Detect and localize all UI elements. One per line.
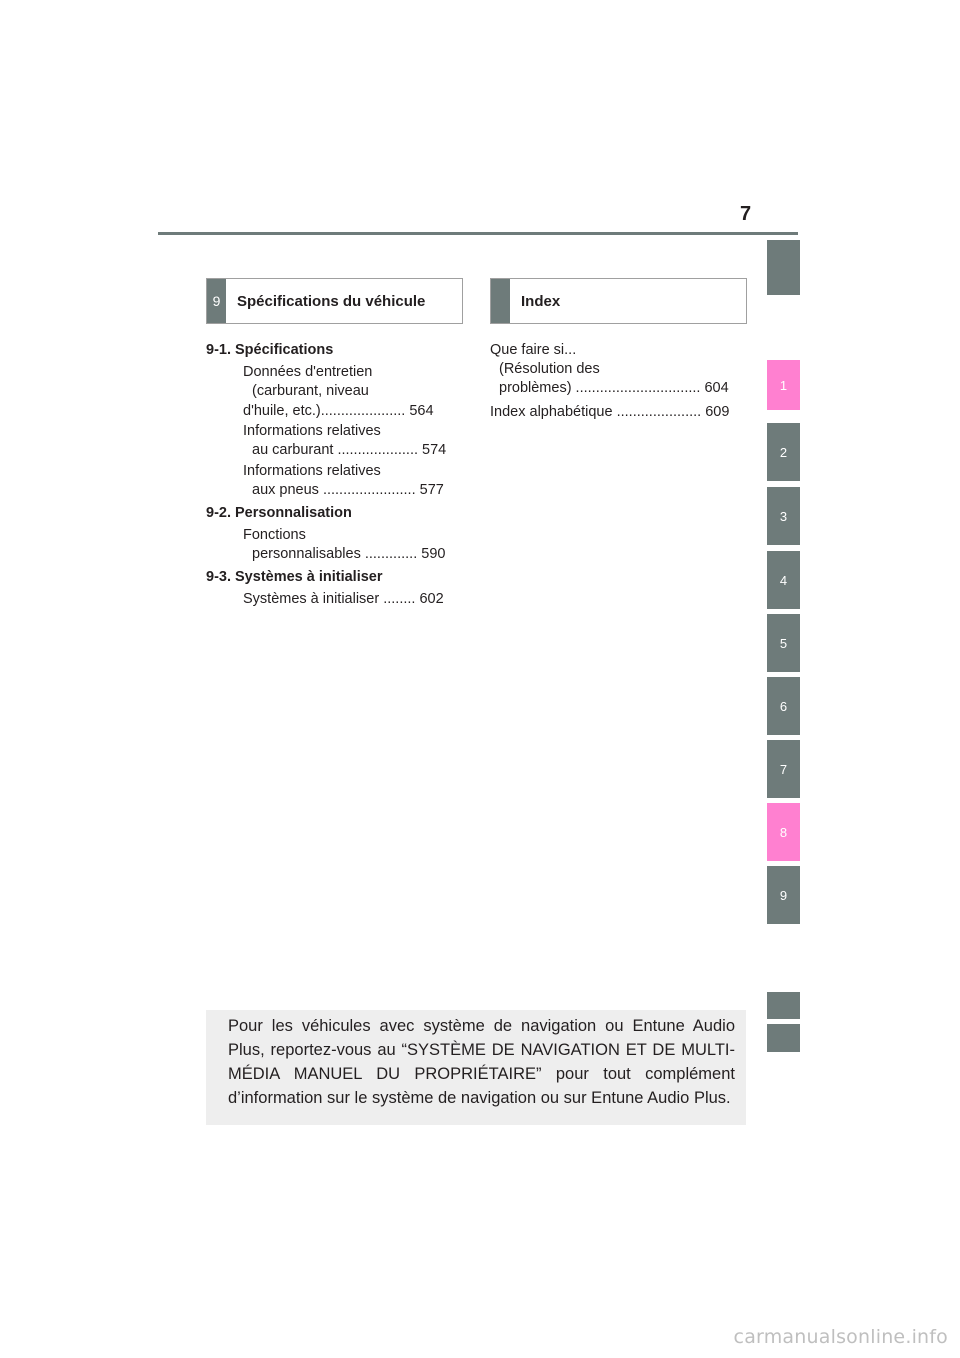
toc-entry[interactable]: au carburant .................... 574 [252, 442, 447, 458]
toc-entry[interactable]: aux pneus ....................... 577 [252, 482, 444, 498]
toc-entry[interactable]: Fonctions [243, 527, 306, 543]
section-title: Index [521, 292, 561, 310]
tab-blank-top[interactable] [767, 240, 800, 295]
toc-entry[interactable]: Systèmes à initialiser ........ 602 [243, 591, 444, 607]
page-number: 7 [740, 203, 752, 225]
toc-entry[interactable]: Que faire si... [490, 342, 577, 358]
watermark: carmanualsonline.info [733, 1326, 948, 1348]
tab-chapter-5[interactable]: 5 [767, 614, 800, 672]
toc-entry[interactable]: d'huile, etc.)..................... 564 [243, 403, 434, 419]
navigation-note: Pour les véhicules avec système de navigation ou Entune Audio Plus, reportez-vous au “SYSTÈME DE NAVIGATION ET DE MULTI-MÉDIA MANUEL DU PROPRIÉTAIRE” pour tout complément d’information sur le système de navigation ou sur Entune Audio Plus. [206, 1010, 746, 1125]
tab-blank-bottom-2[interactable] [767, 1024, 800, 1052]
section-title: Spécifications du véhicule [237, 292, 426, 310]
section-header-specifications [206, 278, 463, 324]
tab-blank-bottom-1[interactable] [767, 992, 800, 1019]
tab-chapter-1[interactable]: 1 [767, 360, 800, 410]
tab-chapter-4[interactable]: 4 [767, 551, 800, 609]
tab-chapter-8[interactable]: 8 [767, 803, 800, 861]
toc-entry[interactable]: Données d'entretien [243, 364, 373, 380]
tab-chapter-6[interactable]: 6 [767, 677, 800, 735]
toc-entry[interactable]: problèmes) ............................... 604 [499, 380, 729, 396]
toc-entry[interactable]: (Résolution des [499, 361, 600, 377]
tab-chapter-9[interactable]: 9 [767, 866, 800, 924]
toc-entry[interactable]: Informations relatives [243, 423, 381, 439]
tab-chapter-3[interactable]: 3 [767, 487, 800, 545]
section-marker [491, 279, 510, 323]
tab-chapter-7[interactable]: 7 [767, 740, 800, 798]
toc-subsection[interactable]: 9-3. Systèmes à initialiser [206, 569, 383, 585]
header-rule [158, 232, 798, 235]
toc-subsection[interactable]: 9-2. Personnalisation [206, 505, 352, 521]
tab-chapter-2[interactable]: 2 [767, 423, 800, 481]
toc-entry[interactable]: Index alphabétique ..................... 609 [490, 404, 730, 420]
toc-entry[interactable]: (carburant, niveau [252, 383, 369, 399]
toc-subsection[interactable]: 9-1. Spécifications [206, 342, 334, 358]
toc-entry[interactable]: personnalisables ............. 590 [252, 546, 446, 562]
section-number: 9 [207, 279, 226, 323]
section-header-index [490, 278, 747, 324]
toc-entry[interactable]: Informations relatives [243, 463, 381, 479]
